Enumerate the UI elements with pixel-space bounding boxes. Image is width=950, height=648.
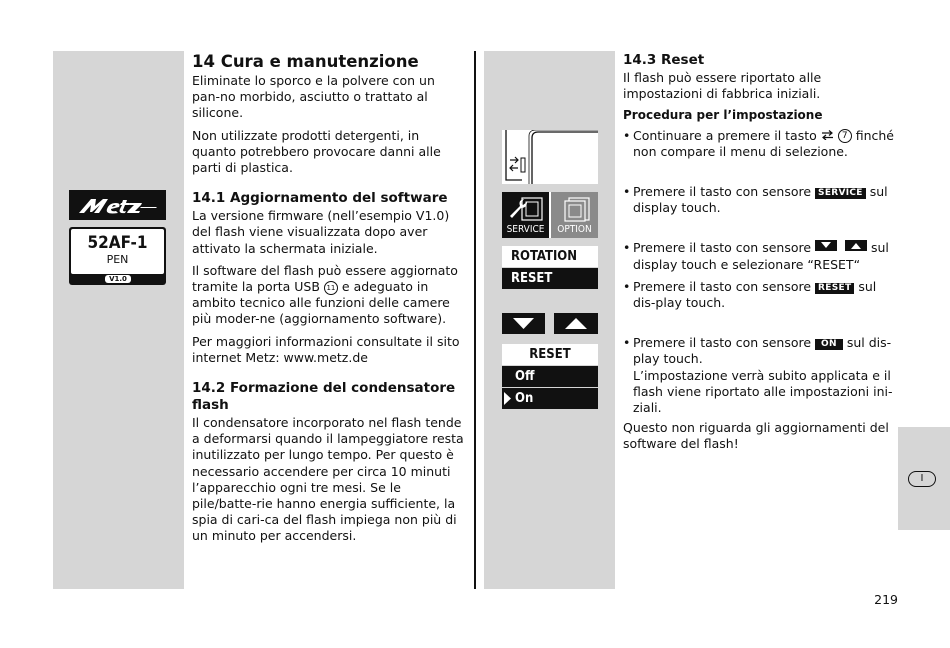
section-14-1-title: 14.1 Aggiornamento del software (192, 190, 448, 207)
model-display-inner (71, 229, 164, 274)
service-label: SERVICE (506, 224, 545, 235)
triangle-up-icon (554, 313, 598, 334)
step-4 (623, 279, 899, 311)
text-span: Premere il tasto con sensore (633, 335, 812, 351)
step-1 (623, 128, 899, 160)
section-14-2-paragraph-1: Il condensatore incorporato nel flash tende a deformarsi quando il lampeggiatore resta inutilizzato per lungo tempo. Per questo è necessario accendere per circa 10 minuti l’apparecchio ogni tre mesi. Se le pile/batte-rie hanno energia sufficiente, la spia di cari-ca del flash impiega non più di un minuto per accendersi. (192, 415, 464, 544)
usb-port-number: 11 (324, 281, 338, 295)
text-span: Premere il tasto con sensore (633, 184, 812, 200)
procedure-title: Procedura per l’impostazione (623, 108, 823, 123)
metz-logo (69, 190, 166, 220)
triangle-down-icon (815, 240, 837, 251)
language-badge: I (908, 471, 936, 487)
language-tab (898, 427, 950, 530)
text-span: e adeguato in ambito tecnico alle funzioni delle camere più moder-ne (aggiornamento software). (192, 279, 450, 327)
flash-back-icon (502, 130, 598, 184)
arrow-down-button[interactable] (502, 313, 545, 334)
reset-option-on-label: On (515, 391, 534, 406)
triangle-down-icon (502, 313, 545, 334)
service-sensor-button[interactable] (502, 192, 549, 238)
reset-submenu-title: RESET (502, 344, 598, 365)
model-display (69, 227, 166, 285)
settings-pages-icon (556, 195, 594, 223)
left-gray-panel (53, 51, 184, 589)
section-14-3-intro: Il flash può essere riportato alle impostazioni di fabbrica iniziali. (623, 70, 822, 102)
on-chip: ON (815, 339, 843, 350)
text-span: Premere il tasto con sensore (633, 240, 812, 256)
service-option-screen (502, 192, 598, 238)
firmware-version: V1.0 (105, 275, 131, 283)
text-span: finché non compare il menu di selezione. (633, 127, 894, 159)
menu-item-reset[interactable]: RESET (502, 268, 598, 289)
reset-note: Questo non riguarda gli aggiornamenti del software del flash! (623, 420, 889, 452)
reset-option-on[interactable] (502, 388, 598, 409)
reset-chip: RESET (815, 283, 854, 294)
text-span: Il software del flash può essere aggiornato tramite la porta USB (192, 262, 458, 295)
text-span: sul display touch e selezionare “RESET“ (633, 240, 889, 272)
page-number: 219 (874, 592, 898, 607)
section-14-3-title: 14.3 Reset (623, 52, 705, 68)
step-5 (623, 335, 899, 416)
metz-logo-mark (69, 190, 166, 220)
option-label: OPTION (557, 224, 592, 235)
column-divider (474, 51, 476, 589)
section-14-1-paragraph-3: Per maggiori informazioni consultate il sito internet Metz: www.metz.de (192, 333, 460, 365)
flash-button-illustration (502, 130, 598, 184)
down-arrow-chip (815, 240, 837, 251)
model-name: 52AF-1 (87, 233, 148, 253)
text-span: sul dis-play touch. (633, 335, 892, 367)
button-number-7: 7 (838, 129, 852, 143)
wrench-icon (507, 195, 545, 223)
option-sensor-button[interactable] (551, 192, 598, 238)
text-span: L’impostazione verrà subito applicata e il flash viene riportato alle impostazioni ini-ziali. (633, 367, 893, 416)
reset-option-off[interactable]: Off (502, 366, 598, 387)
section-14-title: 14 Cura e manutenzione (192, 52, 419, 71)
step-3 (623, 240, 899, 272)
text-span: Premere il tasto con sensore (633, 278, 812, 294)
section-14-1-paragraph-2 (192, 263, 464, 328)
section-14-paragraph-2: Non utilizzate prodotti detergenti, in quanto potrebbero provocare danni alle parti di plastica. (192, 127, 441, 176)
section-14-1-paragraph-1: La versione firmware (nell’esempio V1.0) del flash viene visualizzata dopo aver attivato la schermata iniziale. (192, 208, 450, 256)
swap-arrows-icon (821, 130, 834, 140)
selection-arrow-icon (504, 392, 512, 405)
text-span: sul display touch. (633, 184, 888, 216)
section-14-paragraph-1: Eliminate lo sporco e la polvere con un pan-no morbido, asciutto o trattato al silicone. (192, 73, 435, 121)
menu-item-rotation[interactable]: ROTATION (502, 246, 598, 267)
model-variant: PEN (106, 253, 129, 266)
section-14-2-title: 14.2 Formazione del condensatore flash (192, 380, 456, 414)
text-span: Continuare a premere il tasto (633, 127, 817, 143)
up-arrow-chip (845, 240, 867, 251)
service-chip: SERVICE (815, 188, 866, 199)
step-2 (623, 184, 899, 216)
section-14-3-column (623, 52, 899, 459)
arrow-up-button[interactable] (554, 313, 598, 334)
section-14-column (192, 52, 464, 551)
text-span: sul dis-play touch. (633, 278, 877, 311)
triangle-up-icon (845, 240, 867, 251)
